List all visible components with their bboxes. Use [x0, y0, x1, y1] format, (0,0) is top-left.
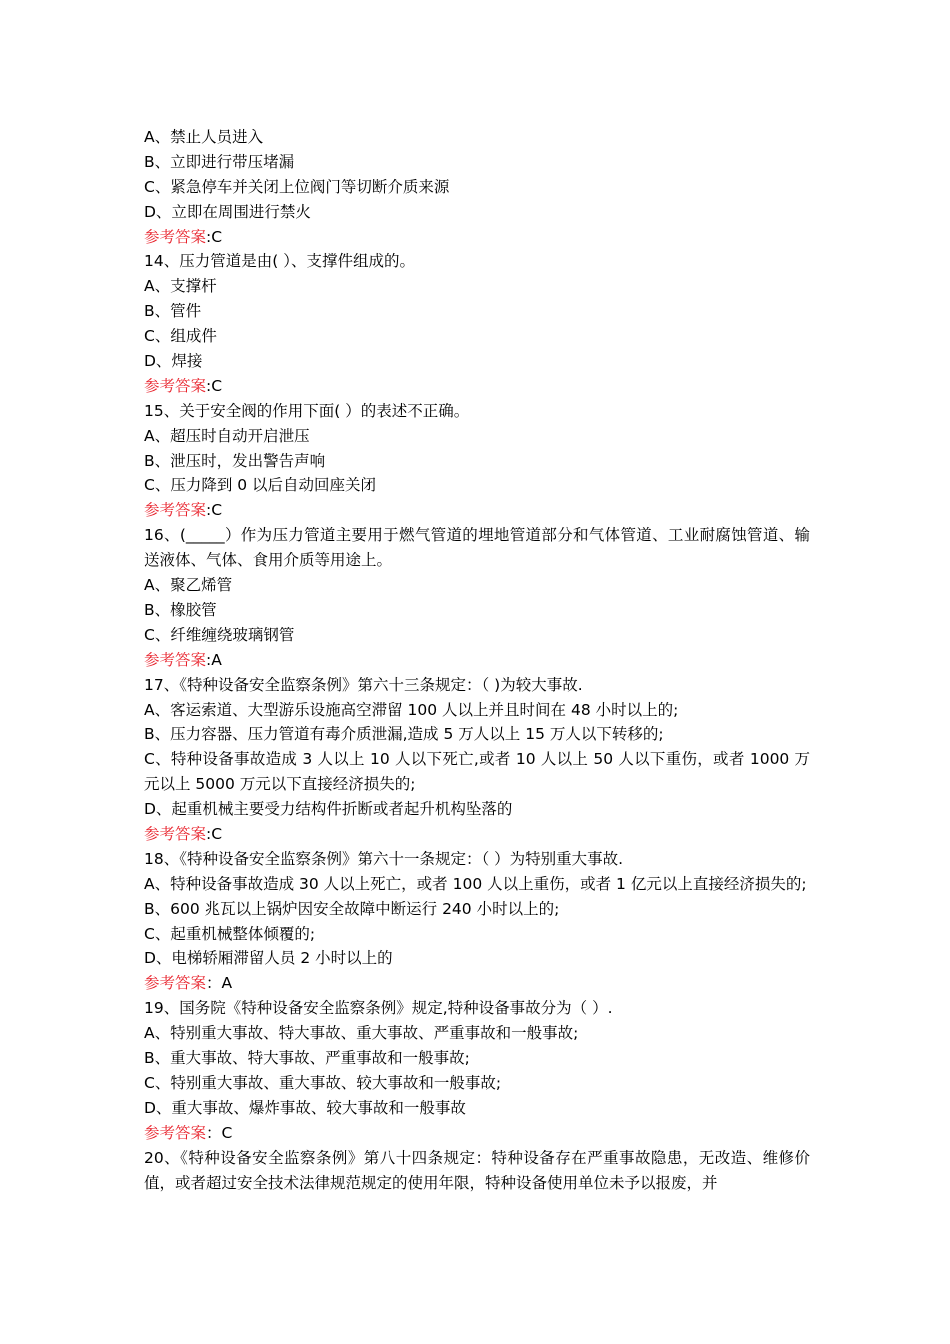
option-text: B、立即进行带压堵漏	[144, 152, 295, 171]
question-text: 19、国务院《特种设备安全监察条例》规定,特种设备事故分为（ ）.	[144, 999, 613, 1018]
option-text: A、超压时自动开启泄压	[144, 426, 310, 445]
answer-label: 参考答案	[144, 825, 207, 843]
option-text: A、聚乙烯管	[144, 576, 233, 595]
answer-line	[144, 498, 810, 523]
option-text: C、组成件	[144, 327, 217, 346]
option-text: A、特种设备事故造成 30 人以上死亡，或者 100 人以上重伤，或者 1 亿元以上直接经济损失的;	[144, 874, 807, 893]
answer-value: :C	[206, 227, 223, 246]
option-text: C、特种设备事故造成 3 人以上 10 人以下死亡,或者 10 人以上 50 人以下重伤，或者 1000 万元以上 5000 万元以下直接经济损失的;	[144, 750, 810, 794]
answer-value: ：C	[206, 1123, 233, 1142]
answer-value: ：A	[206, 974, 233, 993]
answer-line	[144, 225, 810, 250]
option-text: A、客运索道、大型游乐设施高空滞留 100 人以上并且时间在 48 小时以上的;	[144, 700, 679, 719]
answer-line	[144, 374, 810, 399]
option-text: A、禁止人员进入	[144, 128, 264, 146]
question-text: 18、《特种设备安全监察条例》第六十一条规定：（ ）为特别重大事故.	[144, 849, 624, 868]
option-text: A、特别重大事故、特大事故、重大事故、严重事故和一般事故;	[144, 1024, 579, 1043]
option-text: B、橡胶管	[144, 600, 217, 619]
answer-value: :C	[206, 376, 223, 395]
option-text: B、600 兆瓦以上锅炉因安全故障中断运行 240 小时以上的;	[144, 899, 560, 918]
answer-line	[144, 971, 810, 996]
question-text: 16、(_____）作为压力管道主要用于燃气管道的埋地管道部分和气体管道、工业耐腐蚀管道、输送液体、气体、食用介质等用途上。	[144, 526, 810, 570]
option-text: D、电梯轿厢滞留人员 2 小时以上的	[144, 949, 393, 968]
option-text: A、支撑杆	[144, 277, 217, 296]
answer-label: 参考答案	[144, 501, 207, 520]
answer-label: 参考答案	[144, 974, 207, 993]
answer-label: 参考答案	[144, 227, 207, 246]
option-text: B、压力容器、压力管道有毒介质泄漏,造成 5 万人以上 15 万人以下转移的;	[144, 725, 664, 744]
answer-label: 参考答案	[144, 376, 207, 395]
option-text: B、重大事故、特大事故、严重事故和一般事故;	[144, 1049, 470, 1068]
answer-line	[144, 822, 810, 847]
answer-value: :C	[206, 501, 223, 520]
option-text: D、起重机械主要受力结构件折断或者起升机构坠落的	[144, 800, 513, 819]
option-text: B、管件	[144, 302, 202, 321]
answer-label: 参考答案	[144, 1123, 207, 1142]
option-text: C、纤维缠绕玻璃钢管	[144, 625, 295, 644]
answer-label: 参考答案	[144, 650, 207, 669]
option-text: B、泄压时，发出警告声响	[144, 451, 326, 470]
option-text: C、特别重大事故、重大事故、较大事故和一般事故;	[144, 1073, 502, 1092]
question-text: 15、关于安全阀的作用下面( ）的表述不正确。	[144, 401, 470, 420]
answer-value: :C	[206, 825, 223, 843]
answer-line	[144, 648, 810, 673]
option-text: C、压力降到 0 以后自动回座关闭	[144, 476, 377, 495]
option-text: D、焊接	[144, 352, 203, 371]
option-text: C、紧急停车并关闭上位阀门等切断介质来源	[144, 177, 450, 196]
answer-line	[144, 1121, 810, 1146]
question-text: 20、《特种设备安全监察条例》第八十四条规定：特种设备存在严重事故隐患，无改造、维修价值，或者超过安全技术法律规范规定的使用年限，特种设备使用单位未予以报废，并	[144, 1148, 810, 1192]
option-text: D、立即在周围进行禁火	[144, 202, 311, 221]
option-text: D、重大事故、爆炸事故、较大事故和一般事故	[144, 1098, 466, 1117]
answer-value: :A	[206, 650, 222, 669]
question-text: 14、压力管道是由( ）、支撑件组成的。	[144, 252, 415, 271]
option-text: C、起重机械整体倾覆的;	[144, 924, 316, 943]
question-text: 17、《特种设备安全监察条例》第六十三条规定：（ )为较大事故.	[144, 675, 583, 694]
document-page	[144, 125, 810, 1195]
